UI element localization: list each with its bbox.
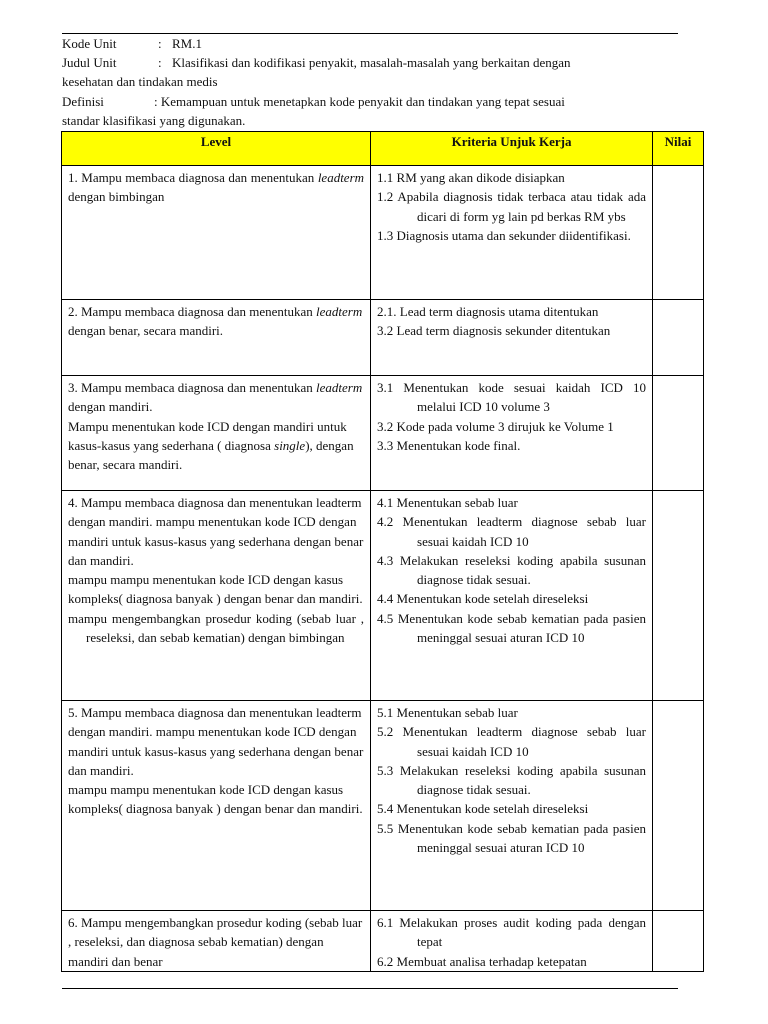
- level-text-em: single: [274, 437, 306, 453]
- level-cell: [62, 376, 371, 491]
- level-text: 1. Mampu membaca diagnosa dan menentukan: [68, 170, 318, 185]
- definisi-value-line1: : Kemampuan untuk menetapkan kode penyakit dan tindakan yang tepat sesuai: [154, 94, 565, 109]
- table-row: [62, 300, 704, 376]
- definisi-label: Definisi: [62, 94, 104, 109]
- nilai-cell[interactable]: [653, 376, 704, 491]
- table-row: [62, 911, 704, 972]
- kriteria-item: 4.2 Menentukan leadterm diagnose sebab luar sesuai kaidah ICD 10: [377, 514, 646, 549]
- kriteria-item: 1.1 RM yang akan dikode disiapkan: [377, 170, 565, 185]
- kriteria-item: 3.2 Lead term diagnosis sekunder ditentukan: [377, 323, 611, 339]
- kriteria-item: 1.3 Diagnosis utama dan sekunder diidentifikasi.: [377, 227, 631, 243]
- nilai-cell[interactable]: [653, 300, 704, 376]
- definisi-value-line2: standar klasifikasi yang digunakan.: [62, 113, 246, 128]
- kriteria-cell: [371, 300, 653, 376]
- kriteria-item: 3.1 Menentukan kode sesuai kaidah ICD 10 melalui ICD 10 volume 3: [377, 380, 646, 415]
- nilai-cell[interactable]: [653, 166, 704, 300]
- judul-unit-label: Judul Unit: [62, 55, 117, 70]
- table-row: [62, 701, 704, 911]
- kriteria-cell: [371, 166, 653, 300]
- kriteria-item: 5.2 Menentukan leadterm diagnose sebab luar sesuai kaidah ICD 10: [377, 724, 646, 759]
- level-text-tail: dengan bimbingan: [68, 189, 165, 205]
- level-text: mampu mampu menentukan kode ICD dengan kasus kompleks( diagnosa banyak ) dengan benar dan mandiri.: [68, 782, 363, 817]
- level-text: 5. Mampu membaca diagnosa dan menentukan leadterm dengan mandiri. mampu menentukan kode ICD dengan mandiri untuk kasus-kasus yang sederhana dengan benar dan mandiri.: [68, 705, 364, 778]
- table-row: [62, 376, 704, 491]
- header-kriteria: Kriteria Unjuk Kerja: [371, 132, 653, 166]
- kriteria-item: 5.1 Menentukan sebab luar: [377, 705, 518, 720]
- level-text: 6. Mampu mengembangkan prosedur koding (sebab luar , reseleksi, dan diagnosa sebab kematian) dengan mandiri dan benar: [68, 915, 363, 969]
- level-cell: [62, 701, 371, 911]
- level-text-em: leadterm: [317, 170, 365, 185]
- level-text-tail: dengan benar, secara mandiri.: [68, 323, 224, 339]
- table-row: [62, 491, 704, 701]
- header-nilai: Nilai: [653, 132, 704, 166]
- kriteria-cell: [371, 376, 653, 491]
- table-row: [62, 166, 704, 300]
- level-text-tail: dengan mandiri.: [68, 399, 153, 415]
- level-cell: [62, 911, 371, 972]
- level-text: 3. Mampu membaca diagnosa dan menentukan: [68, 380, 317, 395]
- kriteria-cell: [371, 701, 653, 911]
- definisi-row: [62, 92, 662, 130]
- competency-table: [61, 131, 704, 972]
- kriteria-item: 6.1 Melakukan proses audit koding pada dengan tepat: [377, 915, 646, 950]
- kriteria-item: 4.4 Menentukan kode setelah direseleksi: [377, 591, 589, 607]
- level-text-em: leadterm: [316, 304, 363, 319]
- kriteria-item: 2.1. Lead term diagnosis utama ditentukan: [377, 304, 599, 319]
- kriteria-item: 5.5 Menentukan kode sebab kematian pada pasien meninggal sesuai aturan ICD 10: [377, 820, 646, 856]
- level-text-em: leadterm: [316, 380, 363, 395]
- nilai-cell[interactable]: [653, 701, 704, 911]
- kode-unit-value: RM.1: [172, 36, 202, 51]
- level-text: 4. Mampu membaca diagnosa dan menentukan leadterm dengan mandiri. mampu menentukan kode ICD dengan mandiri untuk kasus-kasus yang sederhana dengan benar dan mandiri.: [68, 495, 364, 568]
- kriteria-item: 3.3 Menentukan kode final.: [377, 437, 521, 453]
- kriteria-item: 5.4 Menentukan kode setelah direseleksi: [377, 801, 589, 817]
- table-header-row: [62, 132, 704, 166]
- judul-unit-sep: :: [158, 55, 162, 70]
- judul-unit-row: [62, 53, 662, 91]
- kriteria-item: 4.1 Menentukan sebab luar: [377, 495, 518, 510]
- nilai-cell[interactable]: [653, 911, 704, 972]
- judul-unit-value-line2: kesehatan dan tindakan medis: [62, 74, 218, 89]
- kriteria-item: 1.2 Apabila diagnosis tidak terbaca atau tidak ada dicari di form yg lain pd berkas RM ybs: [377, 189, 646, 224]
- level-text: mampu mengembangkan prosedur koding (sebab luar , reseleksi, dan sebab kematian) dengan bimbingan: [68, 610, 365, 646]
- level-text: mampu mampu menentukan kode ICD dengan kasus kompleks( diagnosa banyak ) dengan benar dan mandiri.: [68, 572, 363, 607]
- kriteria-item: 4.3 Melakukan reseleksi koding apabila susunan diagnose tidak sesuai.: [377, 552, 646, 588]
- level-cell: [62, 166, 371, 300]
- header-level: Level: [62, 132, 371, 166]
- kriteria-item: 4.5 Menentukan kode sebab kematian pada pasien meninggal sesuai aturan ICD 10: [377, 610, 646, 646]
- kode-unit-label: Kode Unit: [62, 36, 117, 51]
- level-text: 2. Mampu membaca diagnosa dan menentukan: [68, 304, 317, 319]
- kriteria-cell: [371, 911, 653, 972]
- nilai-cell[interactable]: [653, 491, 704, 701]
- level-cell: [62, 300, 371, 376]
- kode-unit-sep: :: [158, 36, 162, 51]
- kriteria-cell: [371, 491, 653, 701]
- level-cell: [62, 491, 371, 701]
- judul-unit-value-line1: Klasifikasi dan kodifikasi penyakit, masalah-masalah yang berkaitan dengan: [172, 55, 571, 70]
- kriteria-item: 6.2 Membuat analisa terhadap ketepatan: [377, 953, 587, 969]
- bottom-rule: [62, 988, 678, 989]
- kriteria-item: 3.2 Kode pada volume 3 dirujuk ke Volume 1: [377, 418, 614, 434]
- kriteria-item: 5.3 Melakukan reseleksi koding apabila susunan diagnose tidak sesuai.: [377, 762, 646, 798]
- level-text-tail: ), dengan benar, secara mandiri.: [68, 437, 354, 473]
- kode-unit-row: [62, 34, 662, 53]
- level-text: Mampu menentukan kode ICD dengan mandiri untuk kasus-kasus yang sederhana ( diagnosa: [68, 418, 347, 453]
